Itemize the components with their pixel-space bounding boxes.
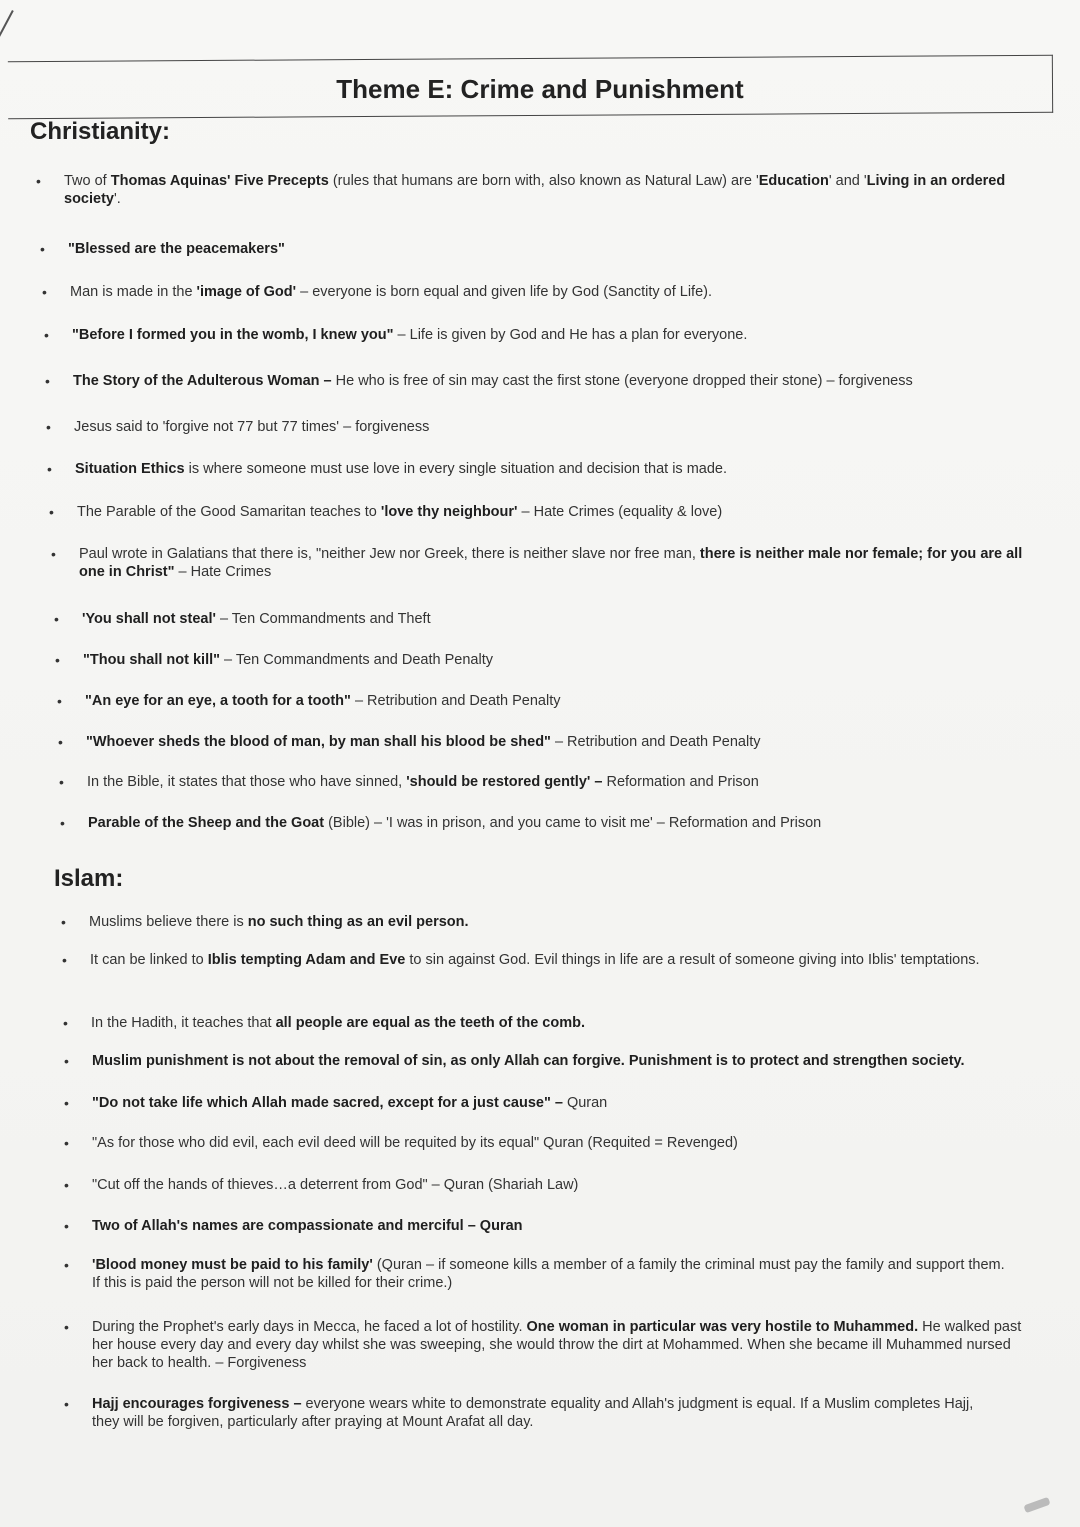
bullet-icon: • [64,1135,69,1151]
body-text: During the Prophet's early days in Mecca, he faced a lot of hostility. [92,1319,527,1335]
bold-text: "Thou shall not kill" [83,652,220,668]
bold-text: there is neither male nor female; for you are all one in Christ" [79,546,1023,580]
body-text: (Quran – if someone kills a member of a family the criminal must pay the family and support them. If this is paid the person will not be killed for their crime.) [92,1257,1005,1291]
islam-item [64,1094,992,1112]
bold-text: The Story of the Adulterous Woman – [73,373,332,389]
body-text: (rules that humans are born with, also known as Natural Law) are ' [328,173,759,189]
christianity-item [47,460,975,478]
page-title: Theme E: Crime and Punishment [336,74,744,104]
body-text: – Ten Commandments and Theft [215,611,431,627]
body-text: "Cut off the hands of thieves…a deterrent from God" – Quran (Shariah Law) [92,1177,579,1193]
bold-text: no such thing as an evil person. [247,914,469,930]
bold-text: 'image of God' [196,284,297,300]
body-text: Quran [562,1095,608,1111]
bold-text: 'Blood money must be paid to his family' [92,1257,373,1273]
body-text: – Ten Commandments and Death Penalty [220,652,493,668]
christianity-item [58,733,986,751]
islam-item [64,1217,992,1235]
body-text: – Hate Crimes (equality & love) [517,504,723,520]
bullet-icon: • [59,774,64,790]
body-text: Paul wrote in Galatians that there is, "neither Jew nor Greek, there is neither slave nor free man, [79,546,700,562]
islam-item [64,1256,1012,1292]
bullet-icon: • [36,173,41,189]
body-text: everyone wears white to demonstrate equality and Allah's judgment is equal. If a Muslim completes Hajj, they will be forgiven, particularly after praying at Mount Arafat all day. [92,1396,974,1430]
bold-text: Education [758,173,829,189]
islam-item [64,1176,992,1194]
christianity-heading: Christianity: [30,118,171,145]
scan-mark [1023,1497,1050,1513]
islam-item [64,1134,992,1152]
bold-text: Muslim punishment is not about the removal of sin, as only Allah can forgive. Punishment is to protect and strengthen society. [92,1053,965,1069]
christianity-item [36,172,1024,208]
bullet-icon: • [58,734,63,750]
islam-item [61,913,989,931]
bullet-icon: • [64,1095,69,1111]
christianity-item [45,372,1023,390]
bold-text: Parable of the Sheep and the Goat [88,815,325,831]
bullet-icon: • [46,419,51,435]
bold-text: 'You shall not steal' [82,611,216,627]
christianity-item [60,814,988,832]
bold-text: One woman in particular was very hostile to Muhammed. [526,1319,919,1335]
bold-text: 'should be restored gently' – [406,774,603,790]
christianity-item [57,692,985,710]
islam-item [64,1052,1012,1070]
bullet-icon: • [60,815,65,831]
body-text: Two of [64,173,111,189]
bullet-icon: • [63,1015,68,1031]
body-text: He walked past her house every day and every day whilst she was sweeping, she would throw the dirt at Mohammed. When she became ill Muhammed nursed her back to health. – Forgiveness [92,1319,1022,1371]
body-text: – everyone is born equal and given life by God (Sanctity of Life). [296,284,712,300]
islam-item [63,1014,991,1032]
bold-text: Iblis tempting Adam and Eve [207,952,406,968]
christianity-item [46,418,974,436]
bullet-icon: • [64,1053,69,1069]
bold-text: "Blessed are the peacemakers" [68,241,285,257]
bullet-icon: • [62,952,67,968]
islam-item [64,1318,1032,1372]
body-text: ' and ' [828,173,867,189]
bullet-icon: • [57,693,62,709]
bullet-icon: • [42,284,47,300]
body-text: Muslims believe there is [89,914,248,930]
body-text: Jesus said to 'forgive not 77 but 77 times' – forgiveness [74,419,430,435]
body-text: He who is free of sin may cast the first stone (everyone dropped their stone) – forgiveness [331,373,913,389]
bullet-icon: • [64,1319,69,1335]
christianity-item [42,283,970,301]
bold-text: Living in an ordered society [64,173,1006,207]
bullet-icon: • [47,461,52,477]
christianity-item [44,326,972,344]
bold-text: "Do not take life which Allah made sacred, except for a just cause" – [92,1095,563,1111]
bold-text: Two of Allah's names are compassionate and merciful – Quran [92,1218,523,1234]
bold-text: "An eye for an eye, a tooth for a tooth" [85,693,351,709]
body-text: '. [113,191,121,207]
body-text: – Hate Crimes [174,564,272,580]
christianity-item [40,240,968,258]
bullet-icon: • [61,914,66,930]
bold-text: "Whoever sheds the blood of man, by man shall his blood be shed" [86,734,551,750]
bold-text: all people are equal as the teeth of the comb. [275,1015,586,1031]
bullet-icon: • [54,611,59,627]
body-text: – Life is given by God and He has a plan for everyone. [393,327,748,343]
bullet-icon: • [45,373,50,389]
bullet-icon: • [64,1257,69,1273]
body-text: Man is made in the [70,284,197,300]
bold-text: 'love thy neighbour' [380,504,518,520]
body-text: It can be linked to [90,952,208,968]
islam-item [62,951,1000,969]
body-text: – Retribution and Death Penalty [550,734,761,750]
christianity-item [59,773,987,791]
body-text: In the Bible, it states that those who have sinned, [87,774,407,790]
christianity-item [51,545,1039,581]
body-text: "As for those who did evil, each evil deed will be requited by its equal" Quran (Requited = Revenged) [92,1135,738,1151]
bullet-icon: • [64,1218,69,1234]
bullet-icon: • [64,1396,69,1412]
bold-text: Thomas Aquinas' Five Precepts [110,173,329,189]
body-text: Reformation and Prison [602,774,759,790]
christianity-item [49,503,977,521]
body-text: to sin against God. Evil things in life are a result of someone giving into Iblis' temptations. [405,952,980,968]
body-text: (Bible) – 'I was in prison, and you came to visit me' – Reformation and Prison [324,815,822,831]
bold-text: Hajj encourages forgiveness – [92,1396,302,1412]
bullet-icon: • [51,546,56,562]
body-text: The Parable of the Good Samaritan teaches to [77,504,381,520]
bullet-icon: • [64,1177,69,1193]
islam-heading: Islam: [54,865,124,892]
bullet-icon: • [55,652,60,668]
bullet-icon: • [49,504,54,520]
body-text: is where someone must use love in every single situation and decision that is made. [184,461,728,477]
christianity-item [55,651,983,669]
christianity-item [54,610,982,628]
islam-item [64,1395,992,1431]
body-text: – Retribution and Death Penalty [350,693,561,709]
bullet-icon: • [44,327,49,343]
bullet-icon: • [40,241,45,257]
body-text: In the Hadith, it teaches that [91,1015,276,1031]
bold-text: Situation Ethics [75,461,185,477]
bold-text: "Before I formed you in the womb, I knew you" [72,327,394,343]
